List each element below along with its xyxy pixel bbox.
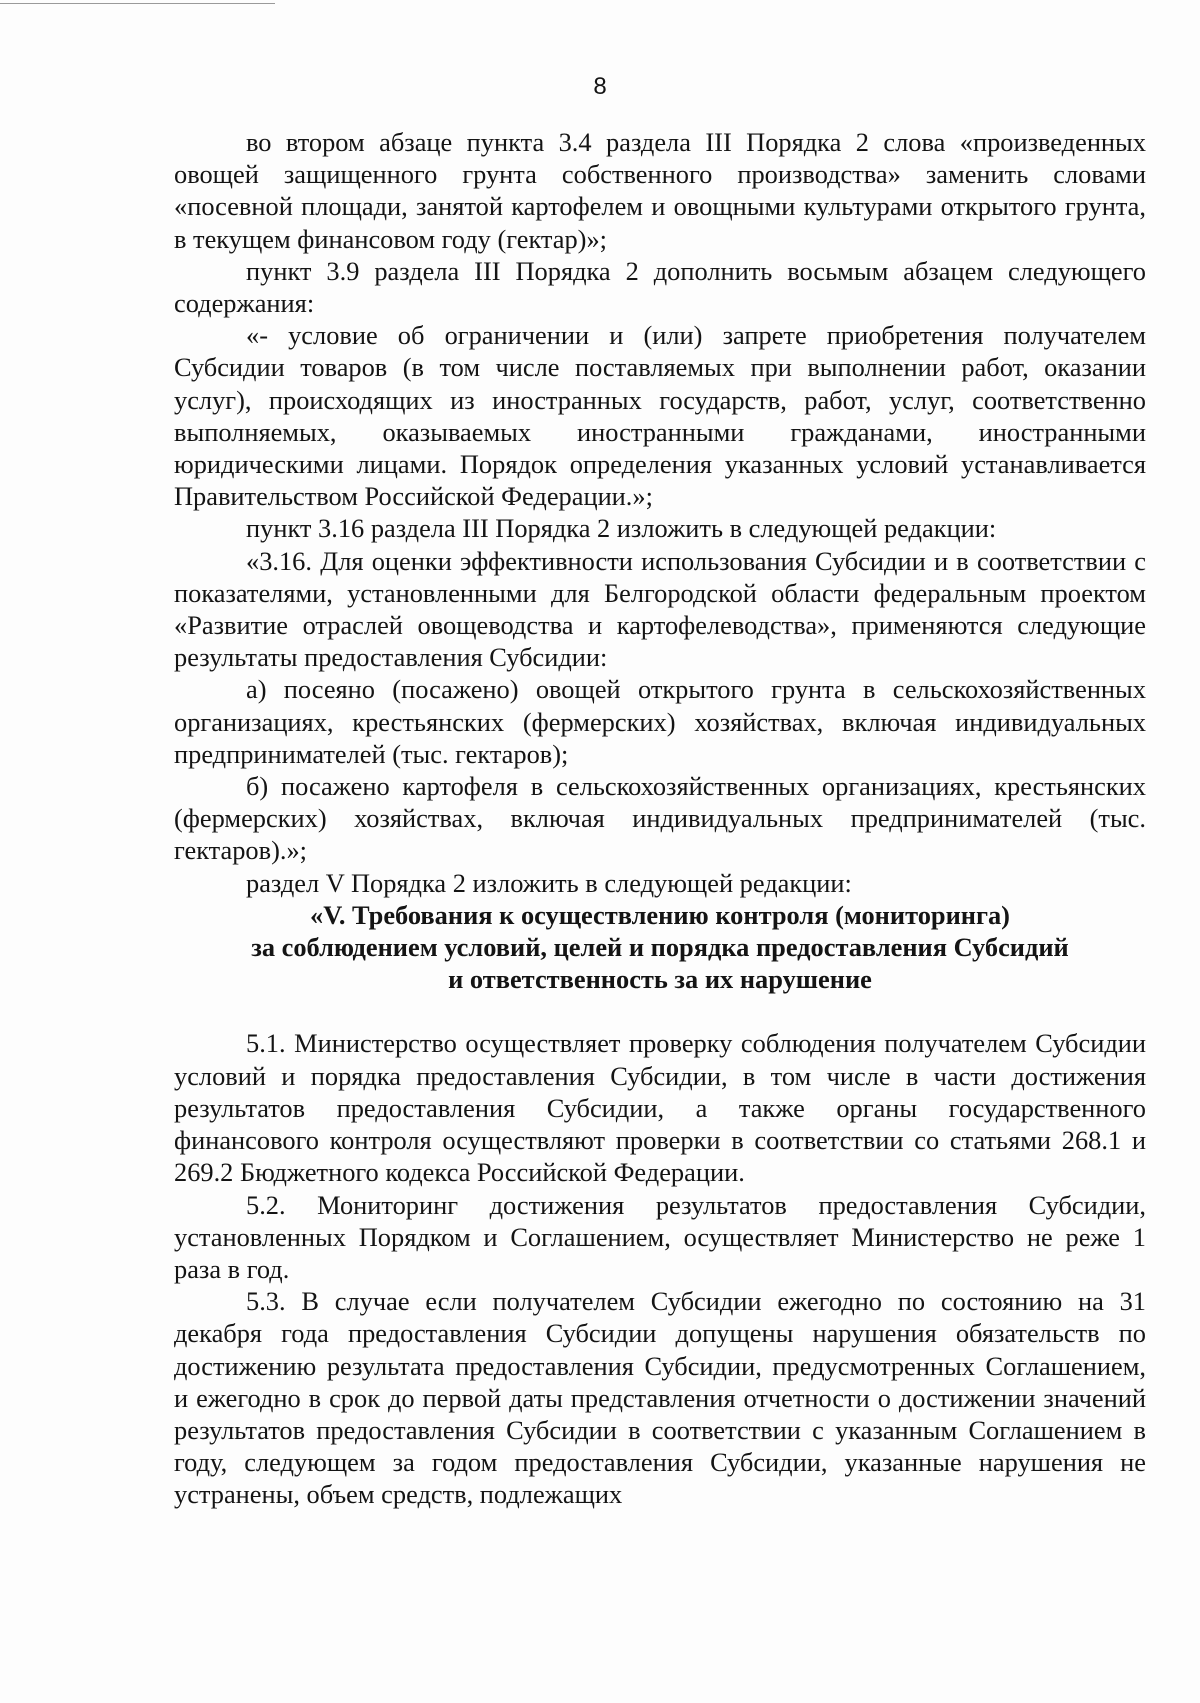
section-heading-line: «V. Требования к осуществлению контроля (мониторинга)	[310, 899, 1010, 930]
paragraph: раздел V Порядка 2 изложить в следующей редакции:	[246, 867, 852, 898]
section-heading-line: и ответственность за их нарушение	[448, 964, 872, 995]
document-body	[174, 126, 1146, 1511]
paragraph: б) посажено картофеля в сельскохозяйственных организациях, крестьянских (фермерских) хозяйствах, включая индивидуальных предпринимателей (тыс. гектаров).»;	[174, 771, 1146, 866]
paragraph: «- условие об ограничении и (или) запрете приобретения получателем Субсидии товаров (в том числе поставляемых при выполнении работ, оказании услуг), происходящих из иностранных государств, работ, услуг, соответственно выполняемых, оказываемых иностранными гражданами, иностранными юридическими лицами. Порядок определения указанных условий устанавливается Правительством Российской Федерации.»;	[174, 320, 1146, 512]
scan-artifact-line	[0, 3, 275, 4]
paragraph: 5.3. В случае если получателем Субсидии ежегодно по состоянию на 31 декабря года предоставления Субсидии допущены нарушения обязательств по достижению результата предоставления Субсидии, предусмотренных Соглашением, и ежегодно в срок до первой даты представления отчетности о достижении значений результатов предоставления Субсидии в соответствии с указанным Соглашением в году, следующем за годом предоставления Субсидии, указанные нарушения не устранены, объем средств, подлежащих	[174, 1286, 1146, 1510]
paragraph: 5.2. Мониторинг достижения результатов предоставления Субсидии, установленных Порядком и Соглашением, осуществляет Министерство не реже 1 раза в год.	[174, 1189, 1146, 1284]
page-number: 8	[593, 73, 607, 100]
paragraph: «3.16. Для оценки эффективности использования Субсидии и в соответствии с показателями, установленными для Белгородской области федеральным проектом «Развитие отраслей овощеводства и картофелеводства», применяются следующие результаты предоставления Субсидии:	[174, 545, 1146, 673]
section-heading-line: за соблюдением условий, целей и порядка предоставления Субсидий	[251, 932, 1069, 963]
paragraph: пункт 3.16 раздела III Порядка 2 изложить в следующей редакции:	[246, 513, 997, 544]
section-heading	[174, 899, 1146, 996]
paragraph: во втором абзаце пункта 3.4 раздела III Порядка 2 слова «произведенных овощей защищенного грунта собственного производства» заменить словами «посевной площади, занятой картофелем и овощными культурами открытого грунта, в текущем финансовом году (гектар)»;	[174, 127, 1146, 254]
paragraph: 5.1. Министерство осуществляет проверку соблюдения получателем Субсидии условий и порядка предоставления Субсидии, в том числе в части достижения результатов предоставления Субсидии, а также органы государственного финансового контроля осуществляют проверки в соответствии со статьями 268.1 и 269.2 Бюджетного кодекса Российской Федерации.	[174, 1028, 1146, 1188]
paragraph: пункт 3.9 раздела III Порядка 2 дополнить восьмым абзацем следующего содержания:	[174, 255, 1146, 319]
paragraph: а) посеяно (посажено) овощей открытого грунта в сельскохозяйственных организациях, крестьянских (фермерских) хозяйствах, включая индивидуальных предпринимателей (тыс. гектаров);	[174, 674, 1146, 769]
